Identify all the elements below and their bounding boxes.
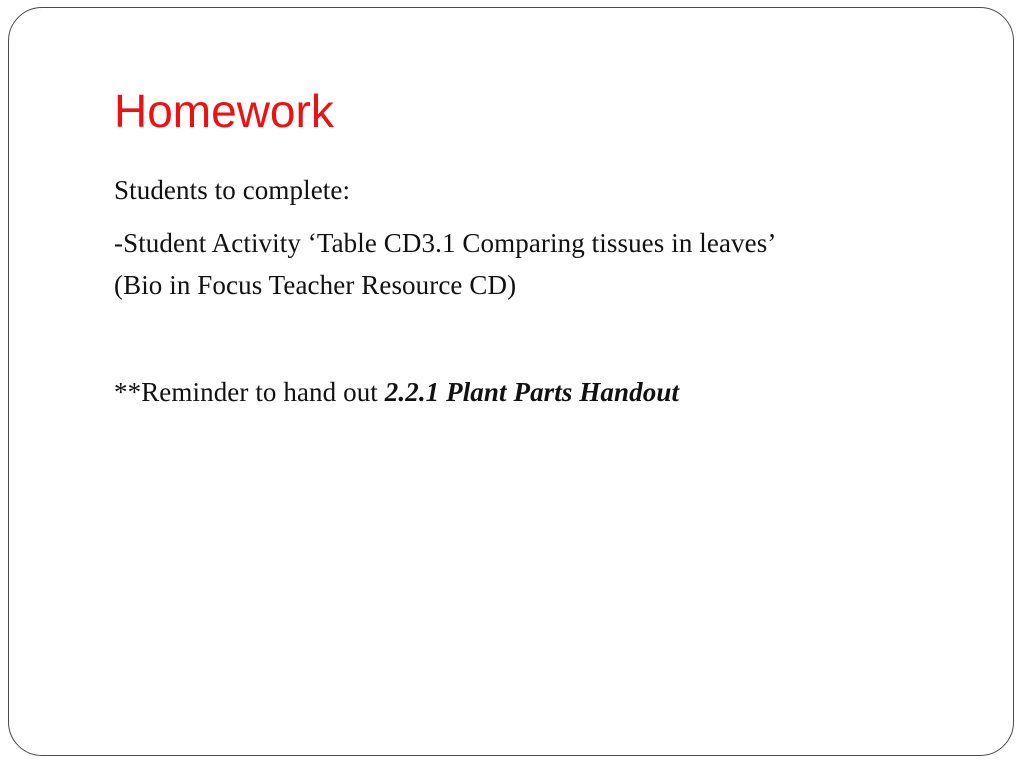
activity-paragraph [114,222,776,306]
reminder-text: Reminder to hand out [141,377,385,407]
activity-line-1: -Student Activity ‘Table CD3.1 Comparing tissues in leaves’ [114,228,777,258]
slide-title: Homework [114,85,334,137]
intro-paragraph: Students to complete: [114,175,351,205]
activity-line-2: (Bio in Focus Teacher Resource CD) [114,270,517,300]
reminder-paragraph [114,371,679,413]
reminder-marks: ** [114,377,142,407]
handout-title: 2.2.1 Plant Parts Handout [384,377,680,407]
